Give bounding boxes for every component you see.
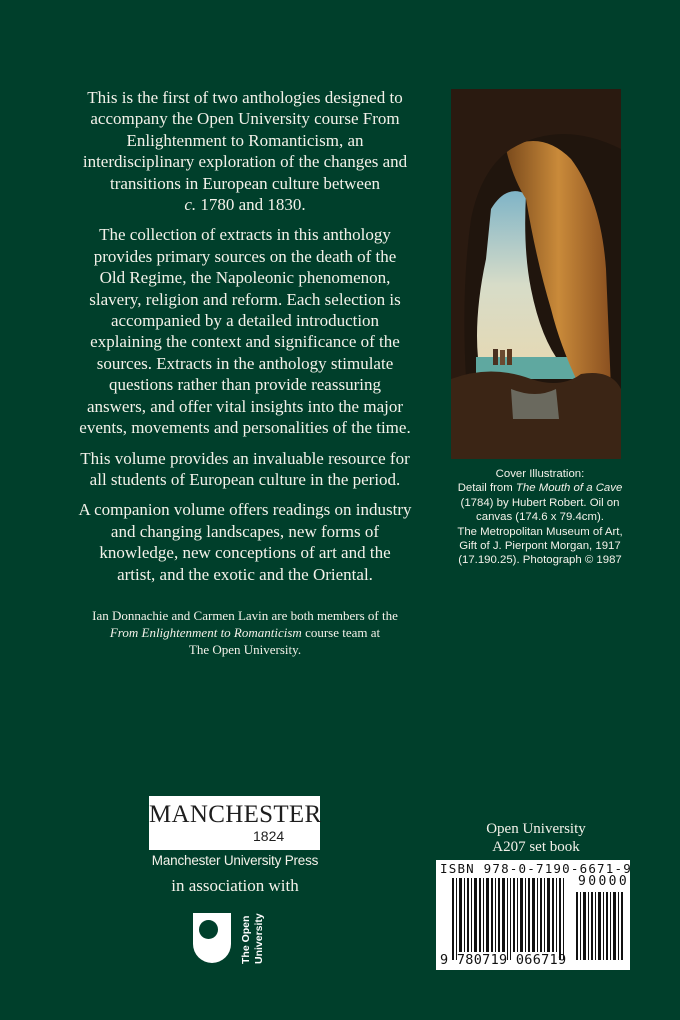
line: answers, and offer vital insights into the major	[86, 396, 403, 416]
open-university-shield-icon	[193, 913, 231, 963]
manchester-logo	[149, 796, 320, 850]
line: This volume provides an invaluable resource for	[80, 448, 410, 468]
line: slavery, religion and reform. Each selection is	[89, 289, 401, 309]
blurb-paragraph-2	[52, 224, 438, 438]
line: artist, and the exotic and the Oriental.	[117, 564, 373, 584]
line: questions rather than provide reassuring	[109, 375, 381, 395]
line: all students of European culture in the period.	[89, 469, 401, 489]
line: This is the first of two anthologies designed to	[87, 88, 403, 107]
line: A companion volume offers readings on industry	[78, 500, 412, 520]
price-code: 90000	[578, 874, 630, 889]
line: The Open University.	[188, 641, 302, 657]
line: Ian Donnachie and Carmen Lavin are both members of the	[92, 607, 398, 623]
line: sources. Extracts in the anthology stimulate	[96, 353, 394, 373]
open-university-wordmark	[240, 904, 266, 964]
blurb-paragraph-4	[52, 499, 438, 585]
cover-illustration-caption	[440, 467, 640, 568]
painting-title: The Mouth of a Cave	[515, 482, 623, 495]
back-cover-blurb	[52, 87, 438, 667]
line: explaining the context and significance of the	[90, 332, 400, 352]
authors-note	[52, 607, 438, 658]
line: interdisciplinary exploration of the changes and	[82, 152, 408, 172]
line: provides primary sources on the death of the	[93, 246, 397, 266]
line: Old Regime, the Napoleonic phenomenon,	[99, 268, 391, 288]
line: and changing landscapes, new forms of	[110, 521, 380, 541]
line: transitions in European culture between	[109, 173, 381, 193]
set-book-label	[436, 820, 636, 856]
line: accompany the Open University course From	[90, 109, 400, 129]
line: 1780 and 1830.	[196, 195, 306, 215]
ean-number: 9 780719 066719	[440, 952, 567, 968]
isbn-barcode	[436, 860, 630, 970]
blurb-paragraph-1	[52, 87, 438, 215]
line: Enlightenment to Romanticism, an	[126, 130, 364, 150]
wordmark-line: University	[253, 913, 265, 964]
association-text: in association with	[171, 876, 299, 895]
course-title: From Enlightenment to Romanticism	[109, 624, 302, 640]
cover-painting	[451, 89, 621, 459]
set-book-line: A207 set book	[492, 839, 580, 855]
line: The collection of extracts in this anthology	[99, 225, 391, 245]
caption-label: Cover Illustration:	[495, 468, 585, 480]
caption-line: (1784) by Hubert Robert. Oil on	[460, 496, 620, 509]
caption-line: (17.190.25). Photograph © 1987	[458, 554, 622, 567]
line: accompanied by a detailed introduction	[110, 311, 380, 331]
shield-circle	[199, 920, 218, 939]
caption-text: Detail from	[457, 482, 516, 495]
set-book-line: Open University	[486, 821, 586, 837]
caption-line: Gift of J. Pierpont Morgan, 1917	[459, 540, 621, 553]
circa-abbrev: c.	[184, 195, 197, 215]
publisher-name: Manchester University Press	[151, 853, 319, 868]
logo-year: 1824	[253, 828, 285, 844]
caption-line	[440, 481, 640, 495]
logo-wordmark: MANCHESTER	[149, 801, 322, 828]
line: course team at	[301, 624, 381, 640]
cave-painting-image	[451, 89, 621, 459]
wordmark-line: The Open	[240, 915, 252, 964]
blurb-paragraph-3	[52, 448, 438, 491]
caption-line: canvas (174.6 x 79.4cm).	[476, 511, 604, 524]
isbn-text: ISBN 978-0-7190-6671-9	[440, 861, 632, 876]
caption-line: The Metropolitan Museum of Art,	[457, 525, 623, 538]
line: knowledge, new conceptions of art and the	[99, 543, 391, 563]
line: events, movements and personalities of the time.	[79, 418, 411, 438]
